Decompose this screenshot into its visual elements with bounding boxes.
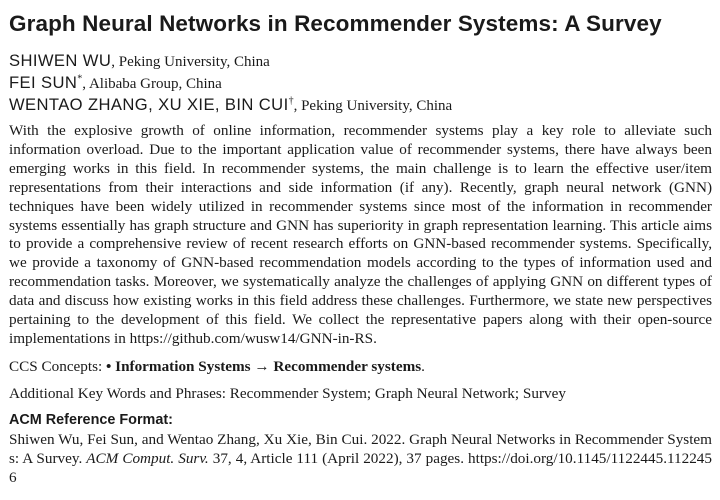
author-affiliation: , Peking University, China [293,98,453,114]
author-footnote-mark: * [77,73,83,85]
ccs-label: CCS Concepts: [9,357,107,375]
reference-format-heading: ACM Reference Format: [9,411,173,428]
reference-format-text [9,430,712,487]
author-block [9,50,712,116]
author-line [9,94,712,116]
keywords: Additional Key Words and Phrases: Recommender System; Graph Neural Network; Survey [9,384,566,402]
reference-citation: Shiwen Wu, Fei Sun, and Wentao Zhang, Xu Xie, Bin Cui. 2022. Graph Neural Networks in Recommender Systems: A Survey. [9,430,712,467]
author-names: FEI SUN [9,73,78,92]
paper-title: Graph Neural Networks in Recommender Systems: A Survey [9,11,662,36]
author-footnote-mark: † [288,95,294,107]
ccs-period: . [421,357,425,375]
author-affiliation: , Peking University, China [111,54,270,70]
reference-journal: ACM Comput. Surv. [86,449,209,467]
reference-details: 37, 4, Article 111 (April 2022), 37 pages. https://doi.org/10.1145/1122445.1122456 [9,449,712,486]
ccs-concepts [9,357,712,376]
author-line [9,72,712,94]
ccs-concept: Information Systems → Recommender systems [115,357,422,375]
author-affiliation: , Alibaba Group, China [82,76,222,92]
abstract: With the explosive growth of online information, recommender systems play a key role to alleviate such information overload. Due to the important application value of recommender systems, there have always been emerging works in this field. In recommender systems, the main challenge is to learn the effective user/item representations from their interactions and side information (if any). Recently, graph neural network (GNN) techniques have been widely utilized in recommender systems since most of the information in recommender systems essentially has graph structure and GNN has superiority in graph representation learning. This article aims to provide a comprehensive review of recent research efforts on GNN-based recommender systems. Specifically, we provide a taxonomy of GNN-based recommendation models according to the types of information used and recommendation tasks. Moreover, we systematically analyze the challenges of applying GNN on different types of data and discuss how existing works in this field address these challenges. Furthermore, we state new perspectives pertaining to the development of this field. We collect the representative papers along with their open-source implementations in https://github.com/wusw14/GNN-in-RS. [9,122,712,347]
author-names: SHIWEN WU [9,51,112,70]
author-names: WENTAO ZHANG, XU XIE, BIN CUI [9,95,289,114]
author-line [9,50,712,72]
ccs-bullet: • [106,357,116,375]
